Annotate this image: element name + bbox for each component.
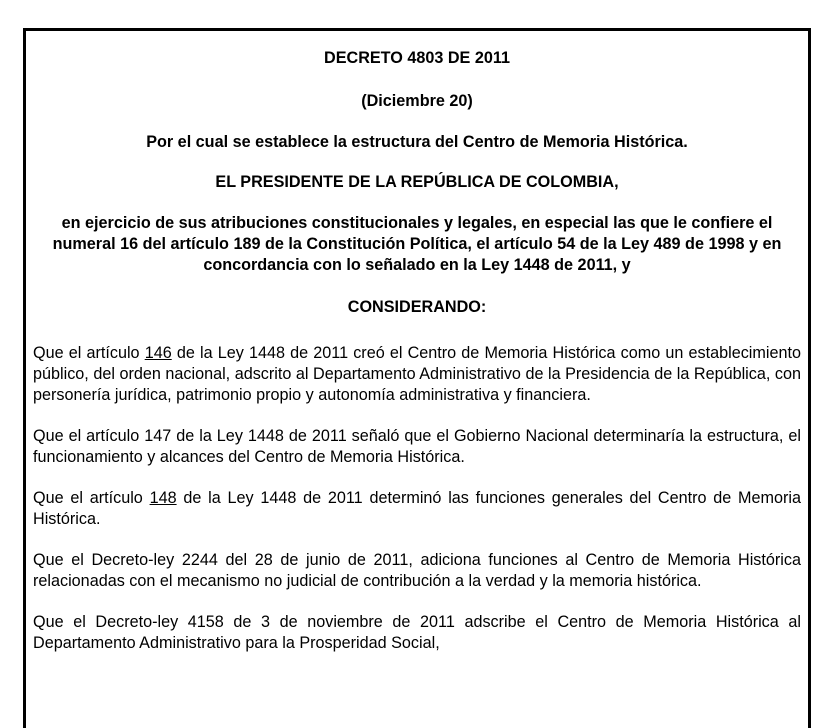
document-body <box>33 48 801 654</box>
paragraph-1-end: de la Ley 1448 de 2011 creó el Centro de Memoria Histórica como un establecimiento público, del orden nacional, adscrito al Departamento Administrativo de la Presidencia de la República, con personería jurídica, patrimonio propio y autonomía administrativa y financiera. <box>33 344 801 404</box>
considering-paragraph-2: Que el artículo 147 de la Ley 1448 de 2011 señaló que el Gobierno Nacional determinaría la estructura, el funcionamiento y alcances del Centro de Memoria Histórica. <box>33 427 801 466</box>
considering-paragraph-3 <box>33 488 801 530</box>
decree-issuer: EL PRESIDENTE DE LA REPÚBLICA DE COLOMBIA, <box>215 173 619 191</box>
paragraph-3-start: Que el artículo <box>33 489 150 507</box>
considering-paragraph-1 <box>33 343 801 406</box>
decree-subject: Por el cual se establece la estructura del Centro de Memoria Histórica. <box>146 133 688 151</box>
decree-title: DECRETO 4803 DE 2011 <box>324 49 510 67</box>
article-146-link[interactable]: 146 <box>144 344 172 362</box>
paragraph-3-end: de la Ley 1448 de 2011 determinó las funciones generales del Centro de Memoria Histórica. <box>33 489 802 528</box>
decree-preamble: en ejercicio de sus atribuciones constitucionales y legales, en especial las que le confiere el numeral 16 del artículo 189 de la Constitución Política, el artículo 54 de la Ley 489 de 1998 y en concordancia con lo señalado en la Ley 1448 de 2011, y <box>52 214 782 274</box>
considering-heading: CONSIDERANDO: <box>347 298 487 316</box>
article-148-link[interactable]: 148 <box>149 489 177 507</box>
paragraph-1-start: Que el artículo <box>33 344 145 362</box>
considering-paragraph-5: Que el Decreto-ley 4158 de 3 de noviembre de 2011 adscribe el Centro de Memoria Histórica al Departamento Administrativo para la Prosperidad Social, <box>33 613 801 652</box>
considering-paragraph-4: Que el Decreto-ley 2244 del 28 de junio de 2011, adiciona funciones al Centro de Memoria Histórica relacionadas con el mecanismo no judicial de contribución a la verdad y la memoria histórica. <box>33 551 801 590</box>
decree-date: (Diciembre 20) <box>361 92 473 110</box>
